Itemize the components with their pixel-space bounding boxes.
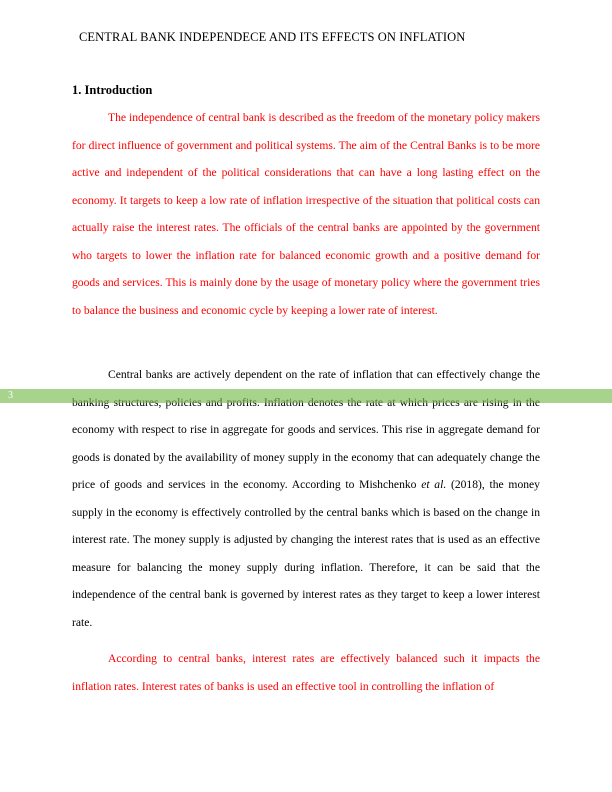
paragraph-2-text-after: (2018), the money supply in the economy is effectively controlled by the central banks which is based on the change in interest rate. The money supply is adjusted by changing the interest rates that is used as an effective measure for balancing the money supply during inflation. Therefore, it can be said that the independence of the central bank is governed by interest rates as they target to keep a lower interest rate. (72, 478, 540, 629)
paragraph-2-italic-citation: et al. (421, 478, 447, 491)
paragraph-3: According to central banks, interest rates are effectively balanced such it impacts the inflation rates. Interest rates of banks is used an effective tool in controlling the inflation of (72, 652, 540, 693)
running-header: CENTRAL BANK INDEPENDECE AND ITS EFFECTS ON INFLATION (79, 30, 466, 44)
section-heading-introduction: 1. Introduction (72, 83, 153, 97)
page-break-band (0, 389, 612, 403)
paragraph-1: The independence of central bank is described as the freedom of the monetary policy makers for direct influence of government and political systems. The aim of the Central Banks is to be more active and independent of the political considerations that can have a long lasting effect on the economy. It targets to keep a low rate of inflation irrespective of the situation that political costs can actually raise the interest rates. The officials of the central banks are appointed by the government who targets to lower the inflation rate for balanced economic growth and a positive demand for goods and services. This is mainly done by the usage of monetary policy where the government tries to balance the business and economic cycle by keeping a lower rate of interest. (72, 111, 540, 317)
page-number: 3 (8, 390, 13, 401)
paragraph-2-text-before: Central banks are actively dependent on the rate of inflation that can effectively change the economy with respect to rise in aggregate for goods and services. This rise in aggregate demand for goods is donated by the availability of money supply in the economy that can adequately change the price of goods and services in the economy. According to Mishchenko (72, 368, 540, 491)
